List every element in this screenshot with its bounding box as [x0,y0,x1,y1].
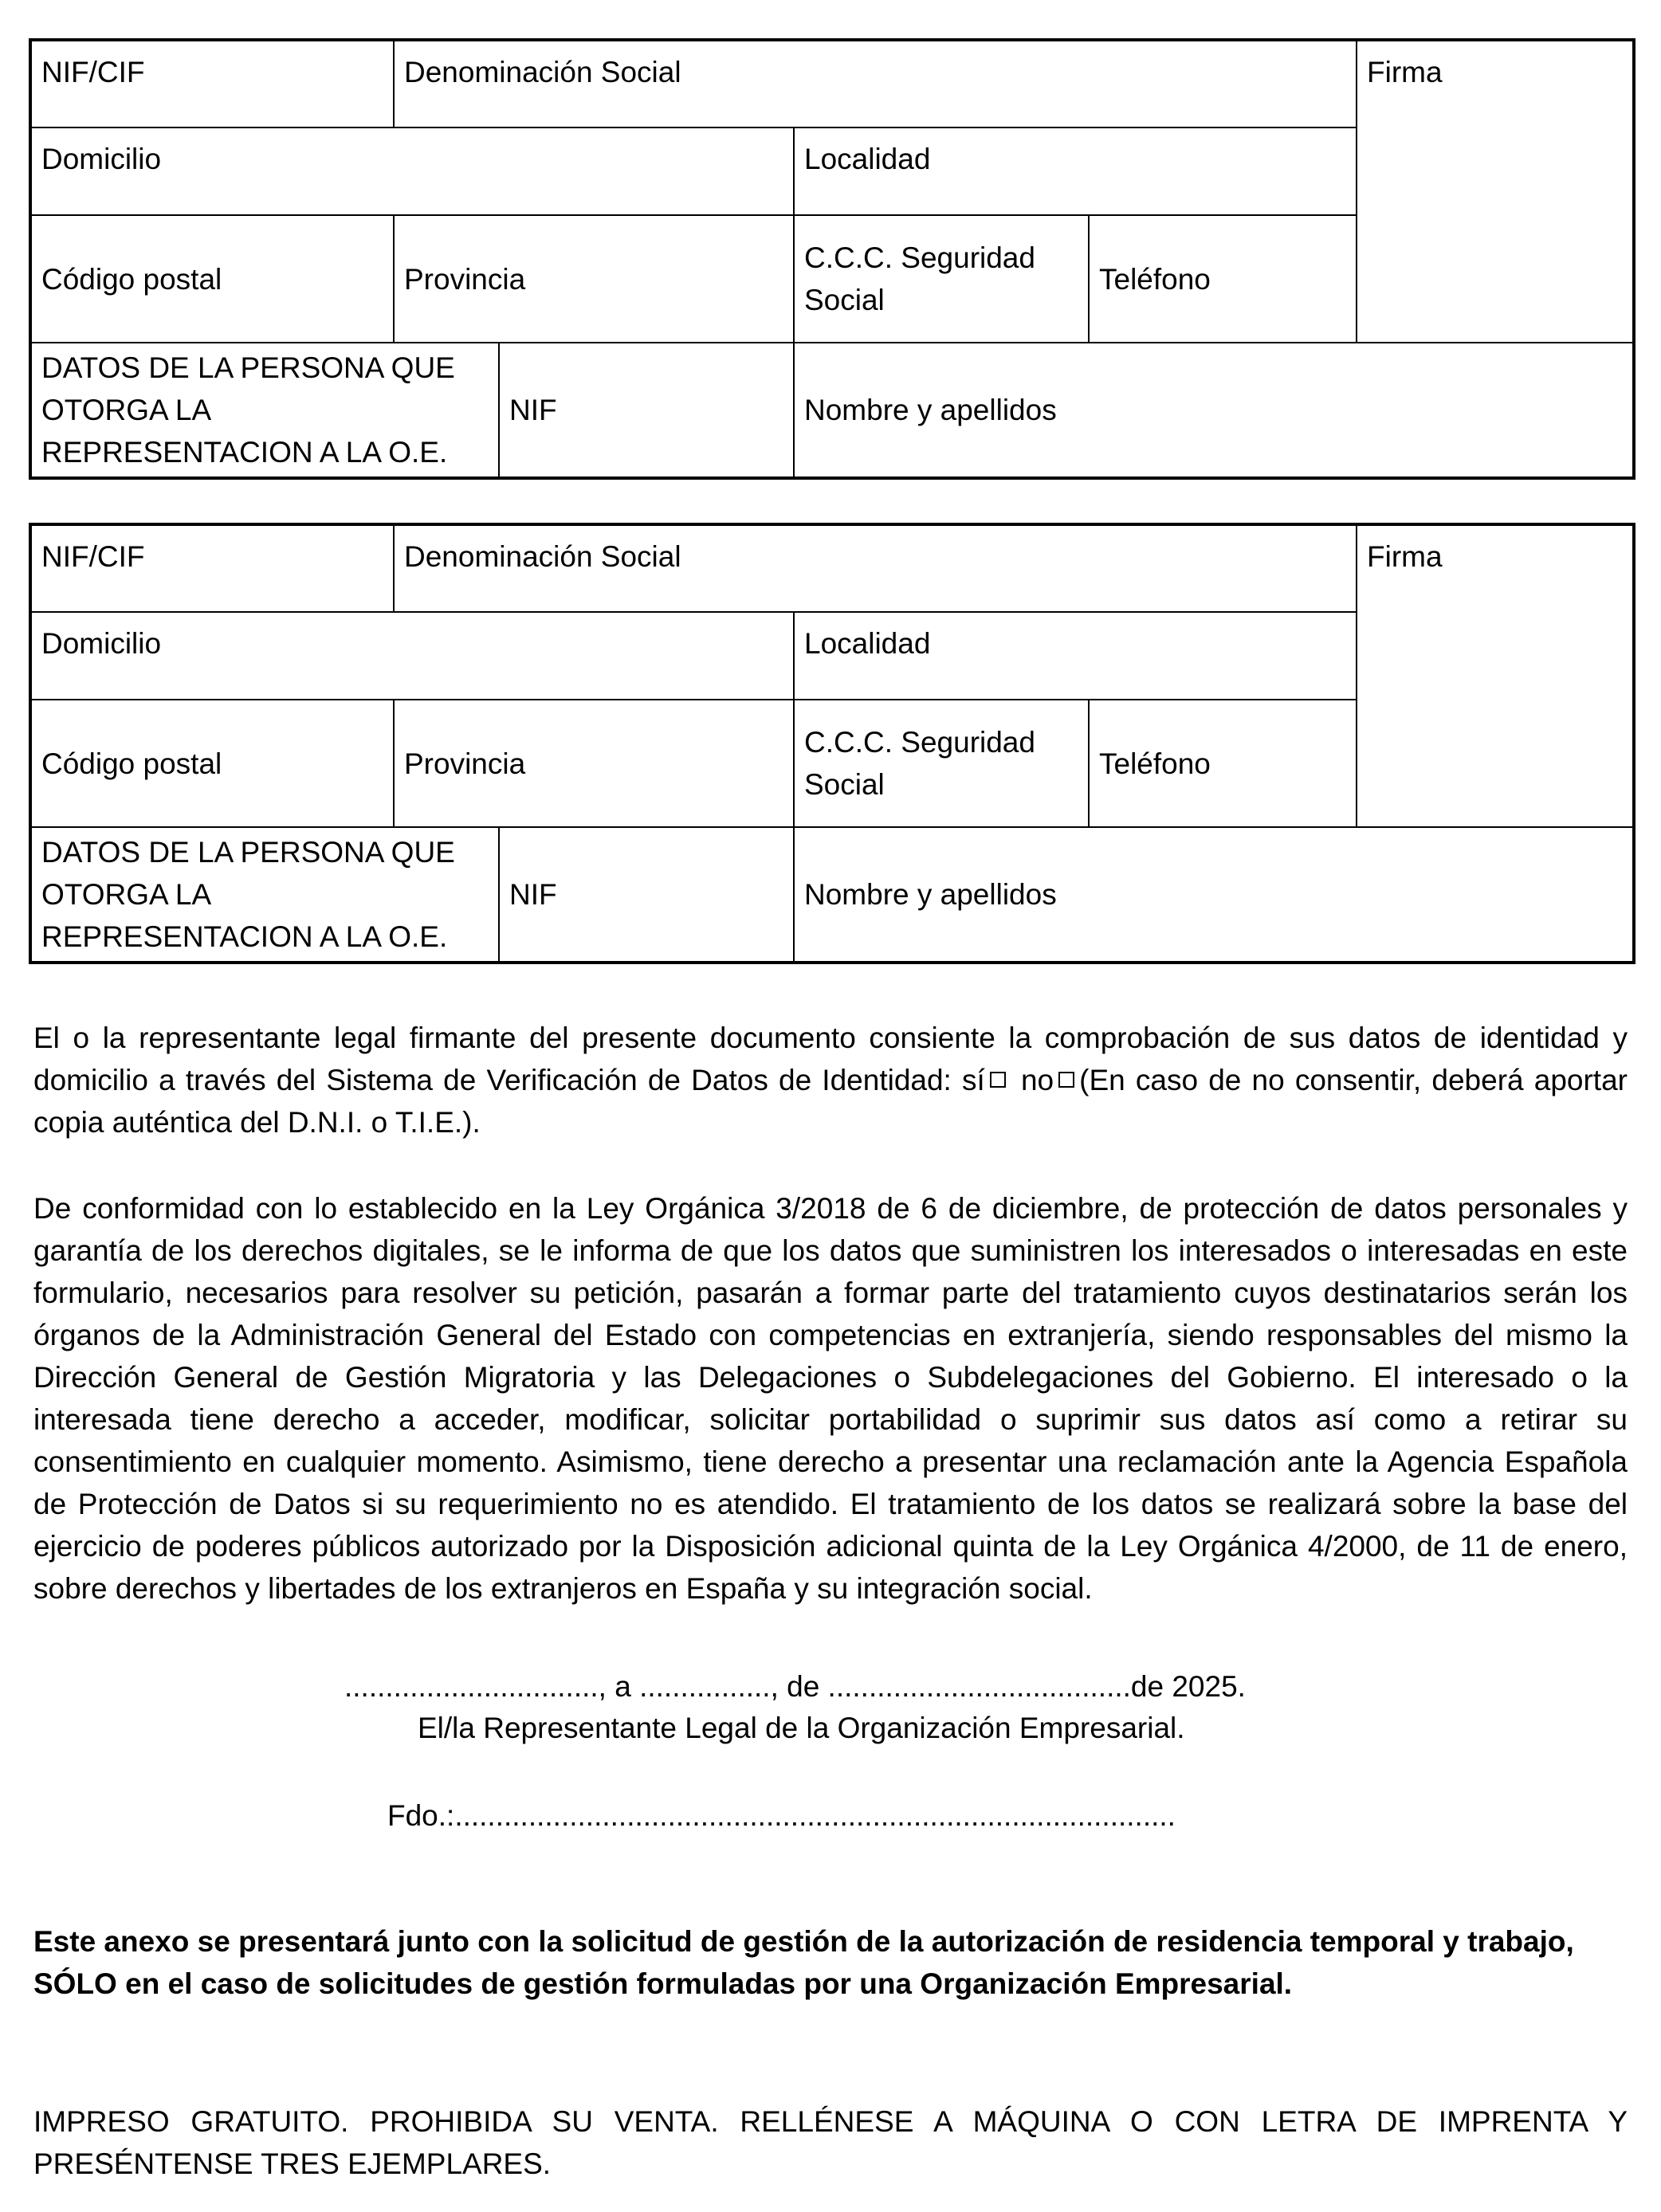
provincia-field[interactable]: Provincia [394,700,794,827]
ccc-seguridad-social-field[interactable]: C.C.C. Seguridad Social [794,700,1089,827]
consent-paragraph [33,1017,1628,1143]
consent-no-checkbox[interactable] [1058,1072,1074,1088]
localidad-field[interactable]: Localidad [794,127,1357,215]
representative-title: El/la Representante Legal de la Organización Empresarial. [418,1712,1185,1744]
telefono-field[interactable]: Teléfono [1089,700,1357,827]
nif-field[interactable]: NIF [499,343,794,478]
telefono-field[interactable]: Teléfono [1089,215,1357,343]
nombre-apellidos-field[interactable]: Nombre y apellidos [794,827,1634,963]
consent-text-after: (En caso de no consentir, deberá aportar copia auténtica del D.N.I. o T.I.E.). [33,1064,1628,1139]
consent-no-label: no [1020,1064,1054,1096]
domicilio-field[interactable]: Domicilio [30,612,794,700]
firma-field[interactable]: Firma [1357,40,1634,343]
consent-text-before: El o la representante legal firmante del presente documento consiente la comprobación de sus datos de identidad y domicilio a través del Sistema de Verificación de Datos de Identidad: [33,1022,1628,1096]
localidad-field[interactable]: Localidad [794,612,1357,700]
datos-persona-label: DATOS DE LA PERSONA QUE OTORGA LA REPRESENTACION A LA O.E. [30,827,499,963]
datos-persona-label: DATOS DE LA PERSONA QUE OTORGA LA REPRESENTACION A LA O.E. [30,343,499,478]
privacy-paragraph: De conformidad con lo establecido en la Ley Orgánica 3/2018 de 6 de diciembre, de protección de datos personales y garantía de los derechos digitales, se le informa de que los datos que suministren los interesados o interesadas en este formulario, necesarios para resolver su petición, pasarán a formar parte del tratamiento cuyos destinatarios serán los órganos de la Administración General del Estado con competencias en extranjería, siendo responsables del mismo la Dirección General de Gestión Migratoria y las Delegaciones o Subdelegaciones del Gobierno. El interesado o la interesada tiene derecho a acceder, modificar, solicitar portabilidad o suprimir sus datos así como a retirar su consentimiento en cualquier momento. Asimismo, tiene derecho a presentar una reclamación ante la Agencia Española de Protección de Datos si su requerimiento no es atendido. El tratamiento de los datos se realizará sobre la base del ejercicio de poderes públicos autorizado por la Disposición adicional quinta de la Ley Orgánica 4/2000, de 11 de enero, sobre derechos y libertades de los extranjeros en España y su integración social. [33,1192,1628,1605]
nif-field[interactable]: NIF [499,827,794,963]
firma-field[interactable]: Firma [1357,524,1634,827]
company-data-table-1 [29,38,1635,480]
codigo-postal-field[interactable]: Código postal [30,700,394,827]
annex-note: Este anexo se presentará junto con la solicitud de gestión de la autorización de residencia temporal y trabajo, SÓLO en el caso de solicitudes de gestión formuladas por una Organización Empresarial. [33,1925,1574,2000]
ccc-seguridad-social-field[interactable]: C.C.C. Seguridad Social [794,215,1089,343]
date-place-line[interactable]: ..............................., a ................, de .....................................de 2025. [344,1670,1246,1703]
codigo-postal-field[interactable]: Código postal [30,215,394,343]
domicilio-field[interactable]: Domicilio [30,127,794,215]
signature-line[interactable]: Fdo.:........................................................................................ [387,1799,1176,1832]
denominacion-social-field[interactable]: Denominación Social [394,40,1357,127]
denominacion-social-field[interactable]: Denominación Social [394,524,1357,612]
nombre-apellidos-field[interactable]: Nombre y apellidos [794,343,1634,478]
nif-cif-field[interactable]: NIF/CIF [30,524,394,612]
consent-si-checkbox[interactable] [990,1072,1006,1088]
consent-si-label: sí [962,1064,985,1096]
provincia-field[interactable]: Provincia [394,215,794,343]
nif-cif-field[interactable]: NIF/CIF [30,40,394,127]
company-data-table-2 [29,523,1635,964]
footer-notice: IMPRESO GRATUITO. PROHIBIDA SU VENTA. RELLÉNESE A MÁQUINA O CON LETRA DE IMPRENTA Y PRESÉNTENSE TRES EJEMPLARES. [33,2105,1628,2180]
